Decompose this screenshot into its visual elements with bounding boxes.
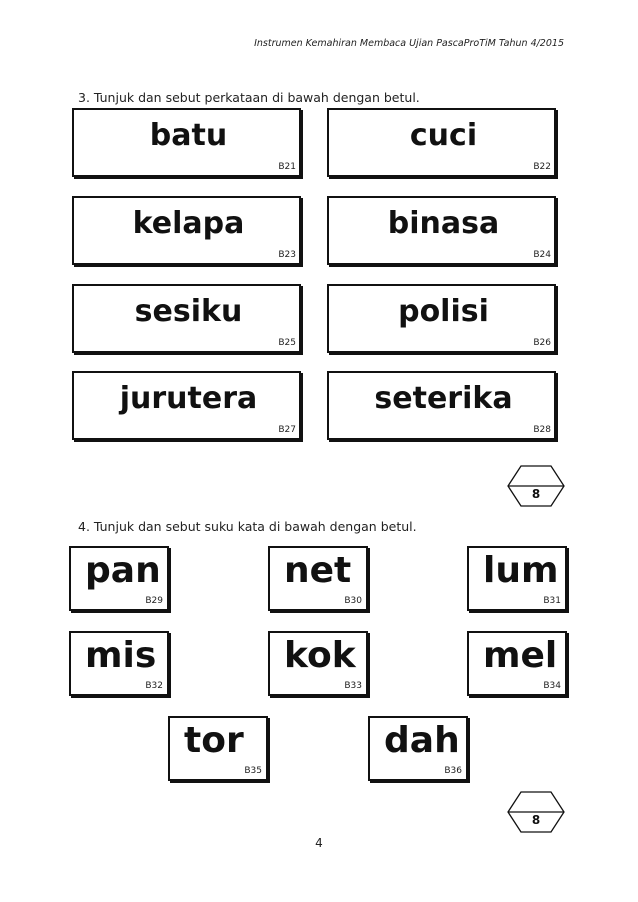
word-card[interactable] <box>327 284 556 353</box>
score-box <box>507 465 565 507</box>
score-value: 8 <box>531 813 541 827</box>
card-word: jurutera <box>119 381 258 416</box>
syllable-card[interactable] <box>69 631 169 696</box>
score-box <box>507 791 565 833</box>
card-word: net <box>284 550 352 591</box>
syllable-card[interactable] <box>168 716 268 781</box>
card-word: seterika <box>374 381 513 416</box>
word-card[interactable] <box>327 108 556 177</box>
card-code: B25 <box>278 338 296 348</box>
word-card[interactable] <box>72 284 301 353</box>
card-word: batu <box>149 118 228 153</box>
syllable-card[interactable] <box>467 546 567 611</box>
card-code: B35 <box>244 766 262 776</box>
card-word: tor <box>184 720 244 761</box>
card-code: B28 <box>533 425 551 435</box>
word-card[interactable] <box>327 196 556 265</box>
card-word: sesiku <box>134 294 243 329</box>
syllable-card[interactable] <box>268 546 368 611</box>
card-word: kok <box>284 635 356 676</box>
card-code: B29 <box>145 596 163 606</box>
card-word: binasa <box>387 206 500 241</box>
card-code: B31 <box>543 596 561 606</box>
card-code: B22 <box>533 162 551 172</box>
word-card[interactable] <box>72 108 301 177</box>
card-code: B26 <box>533 338 551 348</box>
card-word: pan <box>85 550 161 591</box>
card-code: B30 <box>344 596 362 606</box>
card-code: B33 <box>344 681 362 691</box>
card-word: cuci <box>409 118 478 153</box>
page-number: 4 <box>315 836 323 850</box>
syllable-card[interactable] <box>69 546 169 611</box>
syllable-card[interactable] <box>268 631 368 696</box>
syllable-card[interactable] <box>368 716 468 781</box>
card-code: B27 <box>278 425 296 435</box>
word-card[interactable] <box>72 371 301 440</box>
word-card[interactable] <box>327 371 556 440</box>
card-word: polisi <box>398 294 489 329</box>
question-3-instruction: 3. Tunjuk dan sebut perkataan di bawah dengan betul. <box>78 90 420 105</box>
page-header: Instrumen Kemahiran Membaca Ujian PascaProTiM Tahun 4/2015 <box>254 38 564 49</box>
card-code: B34 <box>543 681 561 691</box>
card-code: B21 <box>278 162 296 172</box>
syllable-card[interactable] <box>467 631 567 696</box>
card-word: mis <box>85 635 157 676</box>
card-code: B23 <box>278 250 296 260</box>
score-value: 8 <box>531 487 541 501</box>
card-code: B32 <box>145 681 163 691</box>
card-word: lum <box>483 550 559 591</box>
card-code: B24 <box>533 250 551 260</box>
card-code: B36 <box>444 766 462 776</box>
card-word: mel <box>483 635 558 676</box>
word-card[interactable] <box>72 196 301 265</box>
question-4-instruction: 4. Tunjuk dan sebut suku kata di bawah dengan betul. <box>78 519 417 534</box>
card-word: dah <box>384 720 460 761</box>
card-word: kelapa <box>132 206 245 241</box>
